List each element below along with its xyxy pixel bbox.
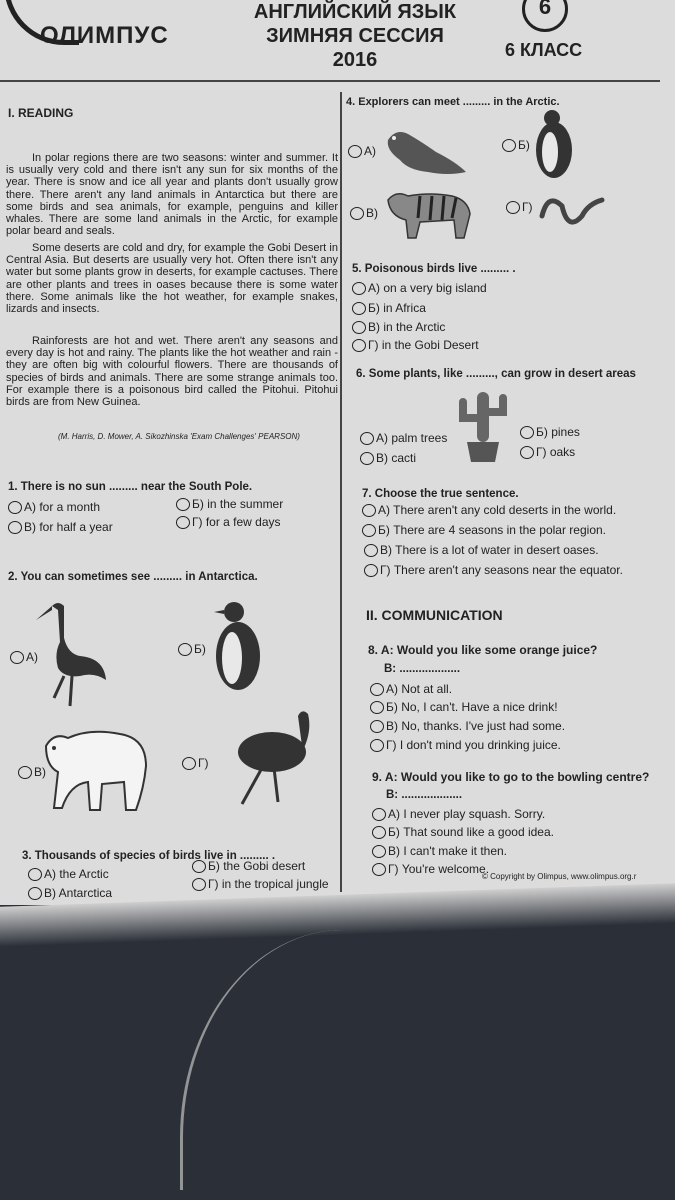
q2-text: 2. You can sometimes see ......... in Antarctica. <box>8 571 258 583</box>
radio-icon <box>8 501 22 514</box>
radio-icon <box>8 521 22 534</box>
q3-option-g[interactable]: Г) in the tropical jungle <box>192 877 329 891</box>
ostrich-illustration <box>212 708 322 808</box>
seal-illustration <box>378 120 470 180</box>
radio-icon <box>370 701 384 714</box>
communication-heading: II. COMMUNICATION <box>366 607 503 623</box>
q4-option-a[interactable]: A) <box>348 144 376 158</box>
reading-heading: I. READING <box>8 106 74 120</box>
q8-option-a[interactable]: A) Not at all. <box>370 682 452 696</box>
logo: ОЛИМПУС <box>40 22 169 49</box>
reading-paragraph-1: In polar regions there are two seasons: winter and summer. It is usually very cold and there isn't any sun for six months of the year. There is snow and ice all year and plants don't usually grow there. There aren't any land animals in Antarctica but there are some birds and sea animals, for example, penguins and killer whales. There are some land animals in the Arctic, for example polar beard and seals. <box>6 152 338 238</box>
radio-icon <box>506 201 520 214</box>
radio-icon <box>18 766 32 779</box>
q1-option-g[interactable]: Г) for a few days <box>176 515 281 529</box>
q3-option-a[interactable]: A) the Arctic <box>28 867 109 881</box>
radio-icon <box>520 446 534 459</box>
q5-option-b[interactable]: Б) in Africa <box>352 301 426 315</box>
q2-option-a[interactable]: A) <box>10 650 38 664</box>
q5-text: 5. Poisonous birds live ......... . <box>352 263 516 275</box>
q3-text: 3. Thousands of species of birds live in ......... . <box>22 850 276 862</box>
grade-label: 6 КЛАСС <box>505 40 583 60</box>
reading-paragraph-3: Rainforests are hot and wet. There aren't any seasons and every day is hot and rainy. The plants like the hot weather and rain - they are often big with colourful flowers. There are thousands of species of birds and animals. There are some strange animals too. For example there is a poisonous bird called the Pitohui. Pitohui birds are from New Guinea. <box>6 335 338 409</box>
q6-option-g[interactable]: Г) oaks <box>520 445 575 459</box>
radio-icon <box>350 207 364 220</box>
radio-icon <box>360 432 374 445</box>
q6-option-v[interactable]: B) cacti <box>360 451 416 465</box>
q3-option-v[interactable]: B) Antarctica <box>28 886 112 900</box>
q2-option-g[interactable]: Г) <box>182 756 209 770</box>
snake-illustration <box>538 186 606 234</box>
cactus-illustration <box>455 388 511 464</box>
radio-icon <box>352 339 366 352</box>
stork-illustration <box>34 598 108 708</box>
q1-text: 1. There is no sun ......... near the South Pole. <box>8 481 253 493</box>
q6-option-a[interactable]: A) palm trees <box>360 431 447 445</box>
radio-icon <box>370 683 384 696</box>
grade-badge: 6 <box>522 0 568 32</box>
radio-icon <box>192 860 206 873</box>
radio-icon <box>502 139 516 152</box>
q2-option-b[interactable]: Б) <box>178 642 206 656</box>
q8-option-b[interactable]: Б) No, I can't. Have a nice drink! <box>370 700 558 714</box>
q7-option-v[interactable]: B) There is a lot of water in desert oases. <box>364 543 599 557</box>
q6-option-b[interactable]: Б) pines <box>520 425 580 439</box>
cable-icon <box>180 930 383 1190</box>
q7-option-a[interactable]: A) There aren't any cold deserts in the world. <box>362 503 616 517</box>
q5-option-a[interactable]: A) on a very big island <box>352 281 487 295</box>
radio-icon <box>370 720 384 733</box>
q4-text: 4. Explorers can meet ......... in the Arctic. <box>346 96 560 108</box>
q1-option-a[interactable]: A) for a month <box>8 500 100 514</box>
q9-option-g[interactable]: Г) You're welcome. <box>372 862 489 876</box>
penguin-illustration <box>208 600 268 692</box>
q7-option-g[interactable]: Г) There aren't any seasons near the equator. <box>364 563 623 577</box>
q6-text: 6. Some plants, like ........., can grow in desert areas <box>356 368 636 380</box>
radio-icon <box>364 544 378 557</box>
radio-icon <box>372 845 386 858</box>
reading-paragraph-2: Some deserts are cold and dry, for example the Gobi Desert in Central Asia. But deserts are usually very hot. Often there isn't any water but some plants grow in deserts, for example cactuses. There are other plants and trees in oases because there is some water there. Some animals like the hot weather, for example snakes, lizards and insects. <box>6 242 338 316</box>
q9-option-a[interactable]: A) I never play squash. Sorry. <box>372 807 545 821</box>
q5-option-g[interactable]: Г) in the Gobi Desert <box>352 338 479 352</box>
copyright: © Copyright by Olimpus, www.olimpus.org.r <box>482 872 637 881</box>
q8-b-line: B: ................... <box>384 663 461 675</box>
q8-text: 8. A: Would you like some orange juice? <box>368 643 598 657</box>
penguin-small-illustration <box>528 108 578 180</box>
q9-b-line: B: ................... <box>386 789 463 801</box>
q3-option-b[interactable]: Б) the Gobi desert <box>192 859 305 873</box>
q4-option-b[interactable]: Б) <box>502 138 530 152</box>
q7-text: 7. Choose the true sentence. <box>362 488 519 500</box>
radio-icon <box>372 808 386 821</box>
radio-icon <box>370 739 384 752</box>
polar-bear-illustration <box>40 722 152 814</box>
header-title: АНГЛИЙСКИЙ ЯЗЫК ЗИМНЯЯ СЕССИЯ 2016 <box>253 1 457 71</box>
q9-option-v[interactable]: B) I can't make it then. <box>372 844 507 858</box>
radio-icon <box>362 524 376 537</box>
q9-text: 9. A: Would you like to go to the bowling centre? <box>372 770 650 784</box>
q4-option-g[interactable]: Г) <box>506 200 533 214</box>
radio-icon <box>192 878 206 891</box>
header <box>0 0 660 82</box>
q9-option-b[interactable]: Б) That sound like a good idea. <box>372 825 554 839</box>
radio-icon <box>28 868 42 881</box>
radio-icon <box>352 302 366 315</box>
radio-icon <box>372 863 386 876</box>
tiger-illustration <box>380 184 474 240</box>
radio-icon <box>362 504 376 517</box>
radio-icon <box>182 757 196 770</box>
radio-icon <box>178 643 192 656</box>
q4-option-v[interactable]: B) <box>350 206 378 220</box>
radio-icon <box>360 452 374 465</box>
radio-icon <box>176 498 190 511</box>
q8-option-v[interactable]: B) No, thanks. I've just had some. <box>370 719 565 733</box>
q5-option-v[interactable]: B) in the Arctic <box>352 320 445 334</box>
radio-icon <box>352 282 366 295</box>
radio-icon <box>348 145 362 158</box>
radio-icon <box>520 426 534 439</box>
radio-icon <box>352 321 366 334</box>
radio-icon <box>28 887 42 900</box>
q7-option-b[interactable]: Б) There are 4 seasons in the polar region. <box>362 523 606 537</box>
radio-icon <box>372 826 386 839</box>
radio-icon <box>364 564 378 577</box>
citation: (M. Harris, D. Mower, A. Sikozhinska 'Exam Challenges' PEARSON) <box>58 432 300 441</box>
q2-option-v[interactable]: B) <box>18 765 46 779</box>
column-divider <box>340 92 342 892</box>
radio-icon <box>176 516 190 529</box>
radio-icon <box>10 651 24 664</box>
q1-option-b[interactable]: Б) in the summer <box>176 497 283 511</box>
q1-option-v[interactable]: B) for half a year <box>8 520 113 534</box>
q8-option-g[interactable]: Г) I don't mind you drinking juice. <box>370 738 561 752</box>
